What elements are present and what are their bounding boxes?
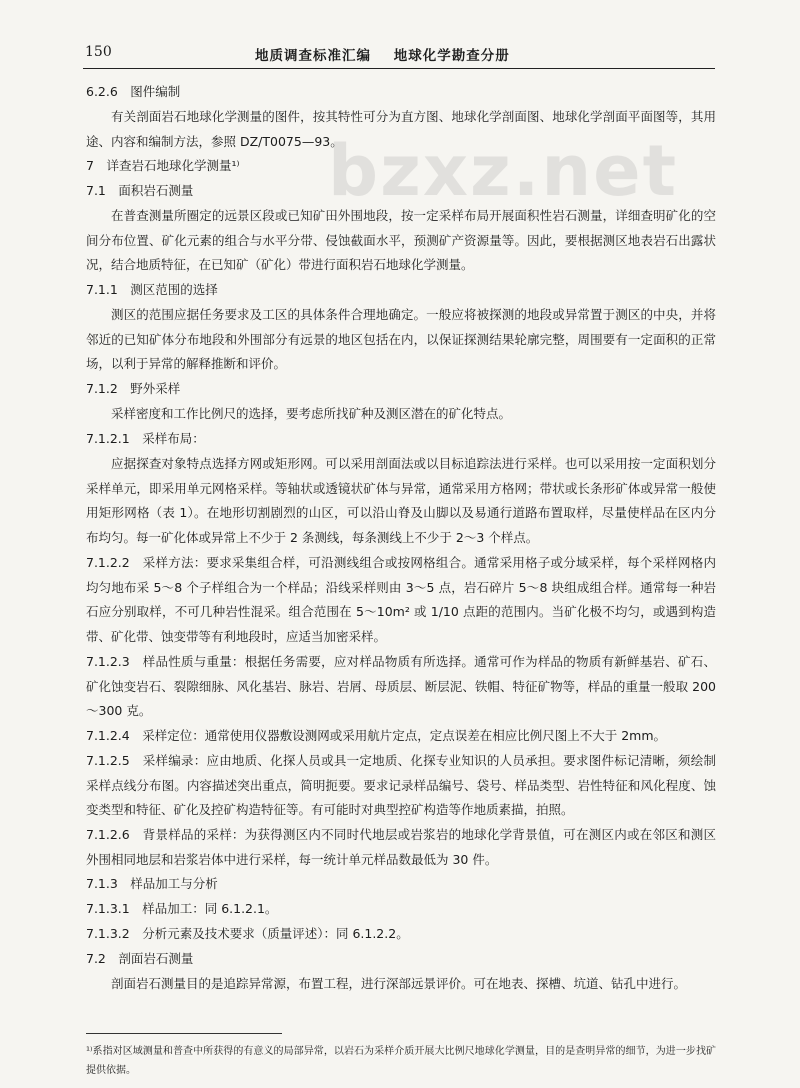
paragraph-7-1-2-2: 7.1.2.2 采样方法：要求采集组合样，可沿测线组合或按网格组合。通常采用格子或分域采样，每个采样网格内均匀地布采 5～8 个子样组合为一个样品；沿线采样则由 3～5 点，岩石碎片 5～8 块组成组合样。通常每一种岩石应分别取样，不可几种岩性混采。组合范围在 5～10m² 或 1/10 点距的范围内。当矿化极不均匀，或遇到构造带、矿化带、蚀变带等有利地段时，应适当加密采样。 [86, 555, 716, 645]
paragraph-7-1-2-4: 7.1.2.4 采样定位：通常使用仪器敷设测网或采用航片定点，定点误差在相应比例尺图上不大于 2mm。 [86, 728, 667, 743]
section-heading-7-1-2: 7.1.2 野外采样 [86, 381, 181, 396]
section-heading-6-2-6: 6.2.6 图件编制 [86, 84, 181, 99]
paragraph-7-1-2-6: 7.1.2.6 背景样品的采样：为获得测区内不同时代地层或岩浆岩的地球化学背景值，可在测区内或在邻区和测区外围相同地层和岩浆岩体中进行采样，每一统计单元样品数最低为 30 件。 [86, 827, 716, 867]
section-heading-7-2: 7.2 剖面岩石测量 [86, 951, 194, 966]
header-rule [83, 68, 715, 69]
paragraph-7-1-2-3: 7.1.2.3 样品性质与重量：根据任务需要，应对样品物质有所选择。通常可作为样品的物质有新鲜基岩、矿石、矿化蚀变岩石、裂隙细脉、风化基岩、脉岩、岩屑、母质层、断层泥、铁帽、特征矿物等，样品的重量一般取 200～300 克。 [86, 654, 716, 719]
footnote-rule [86, 1033, 282, 1034]
running-header-title: 地质调查标准汇编 地球化学勘查分册 [255, 48, 510, 64]
paragraph-7-1: 在普查测量所圈定的远景区段或已知矿田外围地段，按一定采样布局开展面积性岩石测量，详细查明矿化的空间分布位置、矿化元素的组合与水平分带、侵蚀截面水平，预测矿产资源量等。因此，要根据测区地表岩石出露状况，结合地质特征，在已知矿（矿化）带进行面积岩石地球化学测量。 [86, 208, 716, 273]
chapter-heading-7: 7 详查岩石地球化学测量¹⁾ [86, 158, 240, 173]
section-heading-7-1-2-1: 7.1.2.1 采样布局： [86, 431, 205, 446]
paragraph-7-1-2-1: 应据探查对象特点选择方网或矩形网。可以采用剖面法或以目标追踪法进行采样。也可以采用按一定面积划分采样单元，即采用单元网格采样。等轴状或透镜状矿体与异常，通常采用方格网；带状或长条形矿体或异常一般使用矩形网格（表 1）。在地形切割剧烈的山区，可以沿山脊及山脚以及易通行道路布置取样，尽量使样品在区内分布均匀。每一矿化体或异常上不少于 2 条测线，每条测线上不少于 2～3 个样点。 [86, 456, 716, 546]
paragraph-6-2-6: 有关剖面岩石地球化学测量的图件，按其特性可分为直方图、地球化学剖面图、地球化学剖面平面图等，其用途、内容和编制方法，参照 DZ/T0075—93。 [86, 109, 716, 149]
page-number: 150 [85, 44, 112, 60]
watermark: bzxz.net [328, 130, 679, 212]
section-heading-7-1-3: 7.1.3 样品加工与分析 [86, 876, 218, 891]
footnote: ¹⁾系指对区域测量和普查中所获得的有意义的局部异常，以岩石为采样介质开展大比例尺地球化学测量，目的是查明异常的细节，为进一步找矿提供依据。 [86, 1046, 716, 1076]
paragraph-7-2: 剖面岩石测量目的是追踪异常源，布置工程，进行深部远景评价。可在地表、探槽、坑道、钻孔中进行。 [111, 976, 687, 991]
section-heading-7-1-1: 7.1.1 测区范围的选择 [86, 282, 218, 297]
paragraph-7-1-3-1: 7.1.3.1 样品加工：同 6.1.2.1。 [86, 901, 278, 916]
paragraph-7-1-1: 测区的范围应据任务要求及工区的具体条件合理地确定。一般应将被探测的地段或异常置于测区的中央，并将邻近的已知矿体分布地段和外围部分有远景的地区包括在内，以保证探测结果轮廓完整，周围要有一定面积的正常场，以利于异常的解释推断和评价。 [86, 307, 716, 372]
paragraph-7-1-2: 采样密度和工作比例尺的选择，要考虑所找矿种及测区潜在的矿化特点。 [111, 406, 512, 421]
section-heading-7-1: 7.1 面积岩石测量 [86, 183, 194, 198]
paragraph-7-1-2-5: 7.1.2.5 采样编录：应由地质、化探人员或具一定地质、化探专业知识的人员承担。要求图件标记清晰，须绘制采样点线分布图。内容描述突出重点，简明扼要。要求记录样品编号、袋号、样品类型、岩性特征和风化程度、蚀变类型和特征、矿化及控矿构造特征等。有可能时对典型控矿构造等作地质素描，拍照。 [86, 753, 716, 818]
paragraph-7-1-3-2: 7.1.3.2 分析元素及技术要求（质量评述）：同 6.1.2.2。 [86, 926, 409, 941]
